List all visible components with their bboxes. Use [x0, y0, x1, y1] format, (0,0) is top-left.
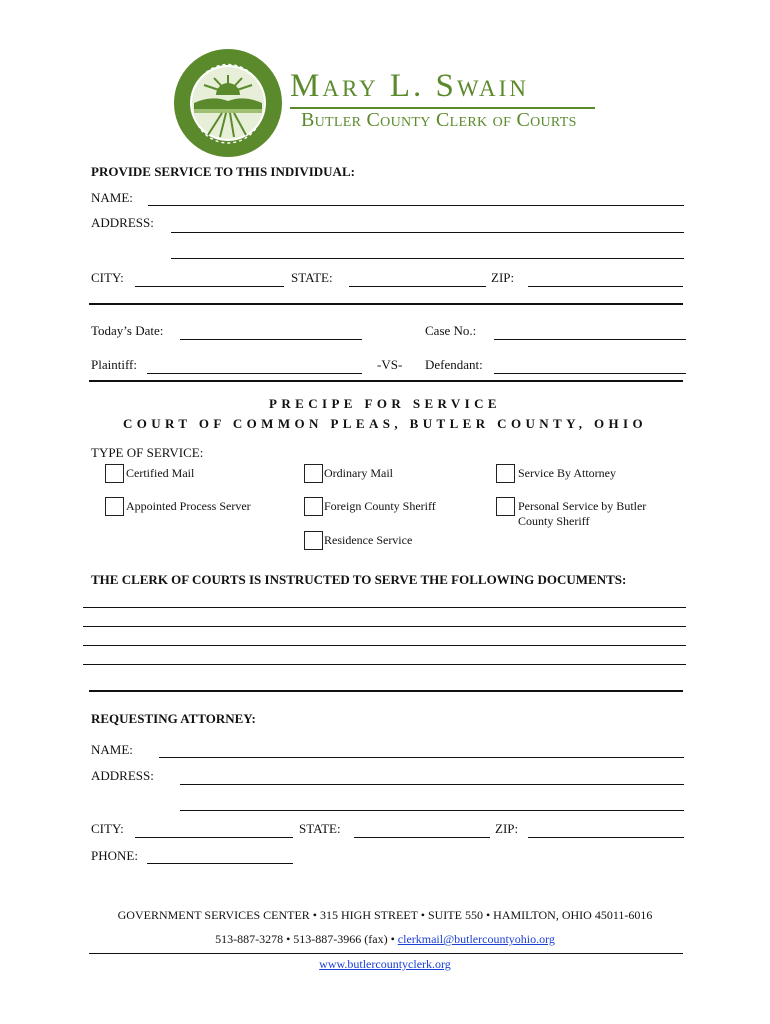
- appointed-process-server-checkbox[interactable]: [105, 497, 124, 516]
- form-title: PRECIPE FOR SERVICE: [269, 396, 501, 411]
- attorney-address-field-2[interactable]: [180, 810, 684, 811]
- attorney-zip-field[interactable]: [528, 837, 684, 838]
- attorney-state-field[interactable]: [354, 837, 490, 838]
- address-field-1[interactable]: [171, 232, 684, 233]
- footer-phones: 513-887-3278 • 513-887-3966 (fax) •: [215, 932, 395, 946]
- footer-email-link[interactable]: clerkmail@butlercountyohio.org: [397, 932, 555, 946]
- documents-line-4[interactable]: [83, 664, 686, 665]
- footer-website: [0, 957, 770, 972]
- state-field[interactable]: [349, 286, 486, 287]
- case-no-label: Case No.:: [425, 323, 477, 338]
- state-label: STATE:: [291, 270, 333, 285]
- city-field[interactable]: [135, 286, 284, 287]
- personal-service-sheriff-label-line1: Personal Service by Butler: [518, 499, 647, 513]
- attorney-city-label: CITY:: [91, 821, 124, 836]
- footer-website-link[interactable]: www.butlercountyclerk.org: [319, 957, 451, 971]
- attorney-state-label: STATE:: [299, 821, 341, 836]
- attorney-address-label: ADDRESS:: [91, 768, 154, 783]
- city-label: CITY:: [91, 270, 124, 285]
- personal-service-sheriff-label-line2: County Sheriff: [518, 514, 590, 528]
- attorney-name-label: NAME:: [91, 742, 133, 757]
- attorney-zip-label: ZIP:: [495, 821, 519, 836]
- certified-mail-checkbox[interactable]: [105, 464, 124, 483]
- name-field[interactable]: [148, 205, 684, 206]
- type-of-service-label: TYPE OF SERVICE:: [91, 445, 204, 460]
- zip-field[interactable]: [528, 286, 683, 287]
- documents-heading: THE CLERK OF COURTS IS INSTRUCTED TO SERVE THE FOLLOWING DOCUMENTS:: [91, 572, 627, 587]
- county-seal-icon: [172, 47, 284, 159]
- documents-line-2[interactable]: [83, 626, 686, 627]
- zip-label: ZIP:: [491, 270, 515, 285]
- personal-service-sheriff-checkbox[interactable]: [496, 497, 515, 516]
- footer-address: GOVERNMENT SERVICES CENTER • 315 HIGH STREET • SUITE 550 • HAMILTON, OHIO 45011-6016: [117, 908, 653, 922]
- certified-mail-label: Certified Mail: [126, 466, 195, 480]
- foreign-county-sheriff-checkbox[interactable]: [304, 497, 323, 516]
- date-label: Today’s Date:: [91, 323, 164, 338]
- header: [0, 0, 770, 160]
- defendant-label: Defendant:: [425, 357, 483, 372]
- attorney-phone-label: PHONE:: [91, 848, 138, 863]
- ordinary-mail-label: Ordinary Mail: [324, 466, 393, 480]
- address-label: ADDRESS:: [91, 215, 154, 230]
- ordinary-mail-checkbox[interactable]: [304, 464, 323, 483]
- foreign-county-sheriff-label: Foreign County Sheriff: [324, 499, 436, 513]
- residence-service-label: Residence Service: [324, 533, 413, 547]
- appointed-process-server-label: Appointed Process Server: [126, 499, 251, 513]
- address-field-2[interactable]: [171, 258, 684, 259]
- plaintiff-label: Plaintiff:: [91, 357, 137, 372]
- attorney-phone-field[interactable]: [147, 863, 293, 864]
- documents-line-1[interactable]: [83, 607, 686, 608]
- case-no-field[interactable]: [494, 339, 686, 340]
- documents-line-3[interactable]: [83, 645, 686, 646]
- form-court-title: COURT OF COMMON PLEAS, BUTLER COUNTY, OHIO: [122, 416, 648, 431]
- attorney-city-field[interactable]: [135, 837, 293, 838]
- section-divider-2: [89, 380, 683, 382]
- attorney-heading: REQUESTING ATTORNEY:: [91, 711, 256, 726]
- date-field[interactable]: [180, 339, 362, 340]
- defendant-field[interactable]: [494, 373, 686, 374]
- section-divider-3: [89, 690, 683, 692]
- service-individual-heading: PROVIDE SERVICE TO THIS INDIVIDUAL:: [91, 164, 355, 179]
- footer-divider: [89, 953, 683, 954]
- residence-service-checkbox[interactable]: [304, 531, 323, 550]
- vs-label: -VS-: [377, 357, 403, 372]
- attorney-name-field[interactable]: [159, 757, 684, 758]
- attorney-address-field-1[interactable]: [180, 784, 684, 785]
- service-by-attorney-checkbox[interactable]: [496, 464, 515, 483]
- footer-contact: [0, 932, 770, 947]
- name-label: NAME:: [91, 190, 133, 205]
- clerk-name: Mary L. Swain: [290, 68, 529, 104]
- plaintiff-field[interactable]: [147, 373, 362, 374]
- clerk-subtitle: Butler County Clerk of Courts: [301, 109, 577, 131]
- section-divider-1: [89, 303, 683, 305]
- service-by-attorney-label: Service By Attorney: [518, 466, 616, 480]
